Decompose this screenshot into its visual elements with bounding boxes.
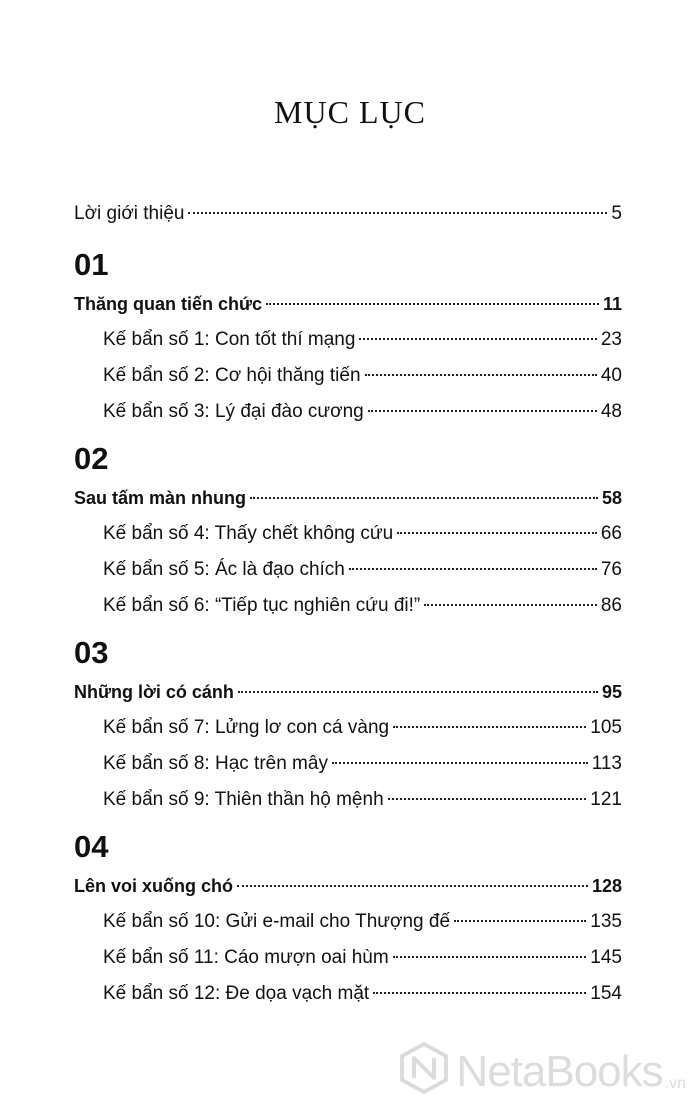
toc-chapter-page: 11 xyxy=(602,294,622,314)
toc-sub-page: 40 xyxy=(600,365,622,386)
toc-chapter-title: Những lời có cánh xyxy=(74,682,234,702)
toc-sub-entry[interactable] xyxy=(74,394,622,430)
toc-chapter-page: 95 xyxy=(601,682,622,702)
toc-sub-page: 66 xyxy=(600,523,622,544)
dot-leader xyxy=(365,374,597,376)
toc-chapter-title: Thăng quan tiến chức xyxy=(74,294,263,314)
toc-sub-entry[interactable] xyxy=(74,588,622,624)
toc-sub-label: Kế bẩn số 9: Thiên thần hộ mệnh xyxy=(103,789,384,810)
toc-sub-entry[interactable] xyxy=(74,358,622,394)
dot-leader xyxy=(424,604,597,606)
watermark-suffix: .vn xyxy=(664,1075,686,1092)
toc-sub-page: 86 xyxy=(600,595,622,616)
chapter-number: 04 xyxy=(74,829,109,864)
toc-sub-entry[interactable] xyxy=(74,904,622,940)
netabooks-logo-icon xyxy=(398,1042,450,1094)
toc-sub-entry[interactable] xyxy=(74,746,622,782)
dot-leader xyxy=(349,568,597,570)
dot-leader xyxy=(454,920,586,922)
toc-sub-page: 48 xyxy=(600,401,622,422)
chapter-number: 01 xyxy=(74,247,109,282)
toc-chapter-entry[interactable] xyxy=(74,480,622,516)
toc-entry-intro[interactable] xyxy=(74,196,622,232)
toc-sub-page: 145 xyxy=(590,947,622,968)
toc-entry-page: 5 xyxy=(611,203,622,224)
toc-sub-label: Kế bẩn số 12: Đe dọa vạch mặt xyxy=(103,983,370,1004)
toc-sub-label: Kế bẩn số 6: “Tiếp tục nghiên cứu đi!” xyxy=(103,595,421,616)
dot-leader xyxy=(266,303,599,305)
page-title: MỤC LỤC xyxy=(274,94,426,130)
toc-sub-page: 105 xyxy=(590,717,622,738)
dot-leader xyxy=(373,992,586,994)
toc-sub-entry[interactable] xyxy=(74,782,622,818)
chapter-number: 03 xyxy=(74,635,109,670)
table-of-contents xyxy=(74,196,622,1012)
toc-chapter-entry[interactable] xyxy=(74,868,622,904)
toc-chapter-page: 128 xyxy=(591,876,622,896)
toc-sub-page: 135 xyxy=(590,911,622,932)
dot-leader xyxy=(238,691,598,693)
toc-sub-label: Kế bẩn số 4: Thấy chết không cứu xyxy=(103,523,394,544)
toc-sub-page: 154 xyxy=(590,983,622,1004)
watermark xyxy=(398,1042,686,1094)
toc-sub-entry[interactable] xyxy=(74,322,622,358)
toc-sub-label: Kế bẩn số 5: Ác là đạo chích xyxy=(103,559,345,580)
toc-chapter-title: Lên voi xuống chó xyxy=(74,876,234,896)
toc-chapter-entry[interactable] xyxy=(74,286,622,322)
toc-sub-label: Kế bẩn số 10: Gửi e-mail cho Thượng đế xyxy=(103,911,451,932)
dot-leader xyxy=(388,798,587,800)
toc-chapter-title: Sau tấm màn nhung xyxy=(74,488,247,508)
watermark-text: NetaBooks xyxy=(456,1047,663,1096)
dot-leader xyxy=(237,885,588,887)
chapter-number: 02 xyxy=(74,441,109,476)
toc-sub-entry[interactable] xyxy=(74,552,622,588)
toc-sub-label: Kế bẩn số 11: Cáo mượn oai hùm xyxy=(103,947,389,968)
toc-sub-label: Kế bẩn số 2: Cơ hội thăng tiến xyxy=(103,365,361,386)
toc-sub-label: Kế bẩn số 8: Hạc trên mây xyxy=(103,753,328,774)
dot-leader xyxy=(250,497,598,499)
dot-leader xyxy=(397,532,597,534)
toc-sub-entry[interactable] xyxy=(74,710,622,746)
toc-sub-label: Kế bẩn số 7: Lửng lơ con cá vàng xyxy=(103,717,390,738)
dot-leader xyxy=(359,338,596,340)
toc-sub-page: 121 xyxy=(590,789,622,810)
dot-leader xyxy=(393,726,586,728)
toc-sub-label: Kế bẩn số 1: Con tốt thí mạng xyxy=(103,329,356,350)
toc-chapter-page: 58 xyxy=(601,488,622,508)
dot-leader xyxy=(188,212,607,214)
toc-sub-entry[interactable] xyxy=(74,976,622,1012)
toc-sub-entry[interactable] xyxy=(74,940,622,976)
toc-chapter-entry[interactable] xyxy=(74,674,622,710)
toc-sub-page: 76 xyxy=(600,559,622,580)
toc-sub-entry[interactable] xyxy=(74,516,622,552)
toc-sub-label: Kế bẩn số 3: Lý đại đào cương xyxy=(103,401,364,422)
toc-sub-page: 23 xyxy=(600,329,622,350)
dot-leader xyxy=(368,410,597,412)
toc-sub-page: 113 xyxy=(591,753,622,774)
toc-entry-label: Lời giới thiệu xyxy=(74,203,185,224)
dot-leader xyxy=(393,956,587,958)
dot-leader xyxy=(332,762,588,764)
